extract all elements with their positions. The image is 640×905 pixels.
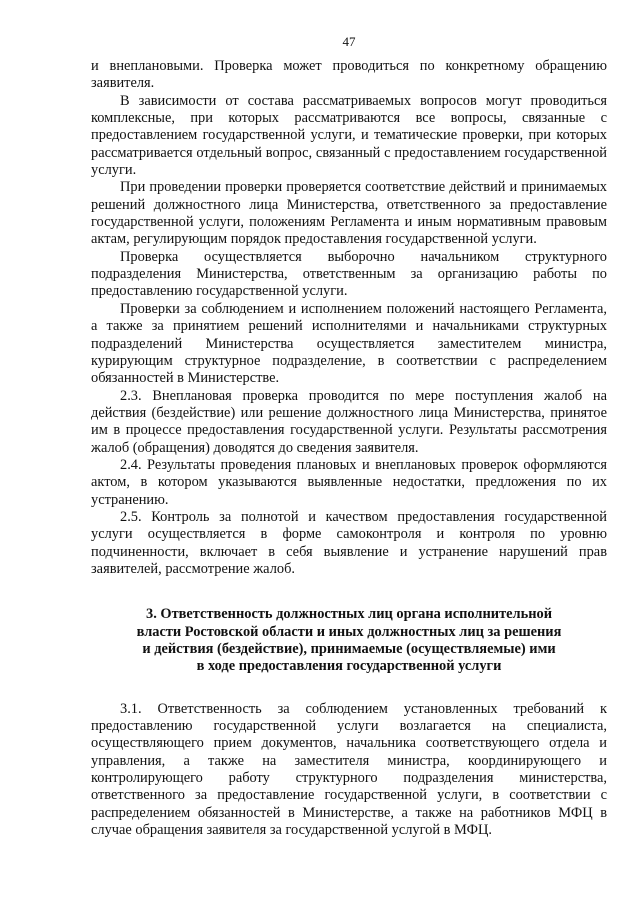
page-number: 47 — [342, 34, 356, 49]
paragraphs-before-section — [91, 58, 607, 578]
paragraph-3-1: 3.1. Ответственность за соблюдением установленных требований к предоставлению государственной услуги возлагается на специалиста, осуществляющего прием документов, начальника соответствующего отдела и управления, а также на заместителя министра, координирующего и контролирующего работу структурного подразделения министерства, ответственного за предоставление государственной услуги, в соответствии с распределением обязанностей в Министерстве, а также на работников МФЦ в случае обращения заявителя за государственной услугой в МФЦ. — [91, 700, 607, 839]
paragraph-inspection-oversight: Проверки за соблюдением и исполнением положений настоящего Регламента, а также за принятием решений исполнителями и начальниками структурных подразделений Министерства осуществляется заместителем министра, курирующим структурное подразделение, в соответствии с распределением обязанностей в Министерстве. — [91, 300, 607, 387]
paragraph-inspection-types: В зависимости от состава рассматриваемых вопросов могут проводиться комплексные, при которых рассматриваются все вопросы, связанные с предоставлением государственной услуги, и тематические проверки, при которых рассматривается отдельный вопрос, связанный с предоставлением государственной услуги. — [91, 92, 607, 179]
section-3-title — [91, 606, 607, 675]
section-title-line: и действия (бездействие), принимаемые (осуществляемые) ими — [142, 641, 556, 657]
section-title-line: 3. Ответственность должностных лиц органа исполнительной — [146, 606, 552, 623]
paragraph-continuation: и внеплановыми. Проверка может проводиться по конкретному обращению заявителя. — [91, 58, 607, 92]
section-title-line: в ходе предоставления государственной услуги — [196, 658, 502, 675]
paragraph-2-4: 2.4. Результаты проведения плановых и внеплановых проверок оформляются актом, в котором указываются выявленные недостатки, предложения по их устранению. — [91, 456, 607, 508]
paragraph-2-3: 2.3. Внеплановая проверка проводится по мере поступления жалоб на действия (бездействие) или решение должностного лица Министерства, принятое им в процессе предоставления государственной услуги. Результаты рассмотрения жалоб (обращения) доводятся до сведения заявителя. — [91, 387, 607, 456]
paragraph-inspection-scope: При проведении проверки проверяется соответствие действий и принимаемых решений должностного лица Министерства, ответственного за предоставление государственной услуги, положениям Регламента и иным нормативным правовым актам, регулирующим порядок предоставления государственной услуги. — [91, 179, 607, 248]
paragraph-2-5: 2.5. Контроль за полнотой и качеством предоставления государственной услуги осуществляется в форме самоконтроля и контроля по уровню подчиненности, включает в себя выявление и устранение нарушений прав заявителей, рассмотрение жалоб. — [91, 508, 607, 577]
paragraphs-after-section — [91, 701, 607, 840]
paragraph-inspection-performer: Проверка осуществляется выборочно начальником структурного подразделения Министерства, ответственным за организацию работы по предоставлению государственной услуги. — [91, 248, 607, 300]
section-title-line: власти Ростовской области и иных должностных лиц за решения — [136, 623, 562, 640]
